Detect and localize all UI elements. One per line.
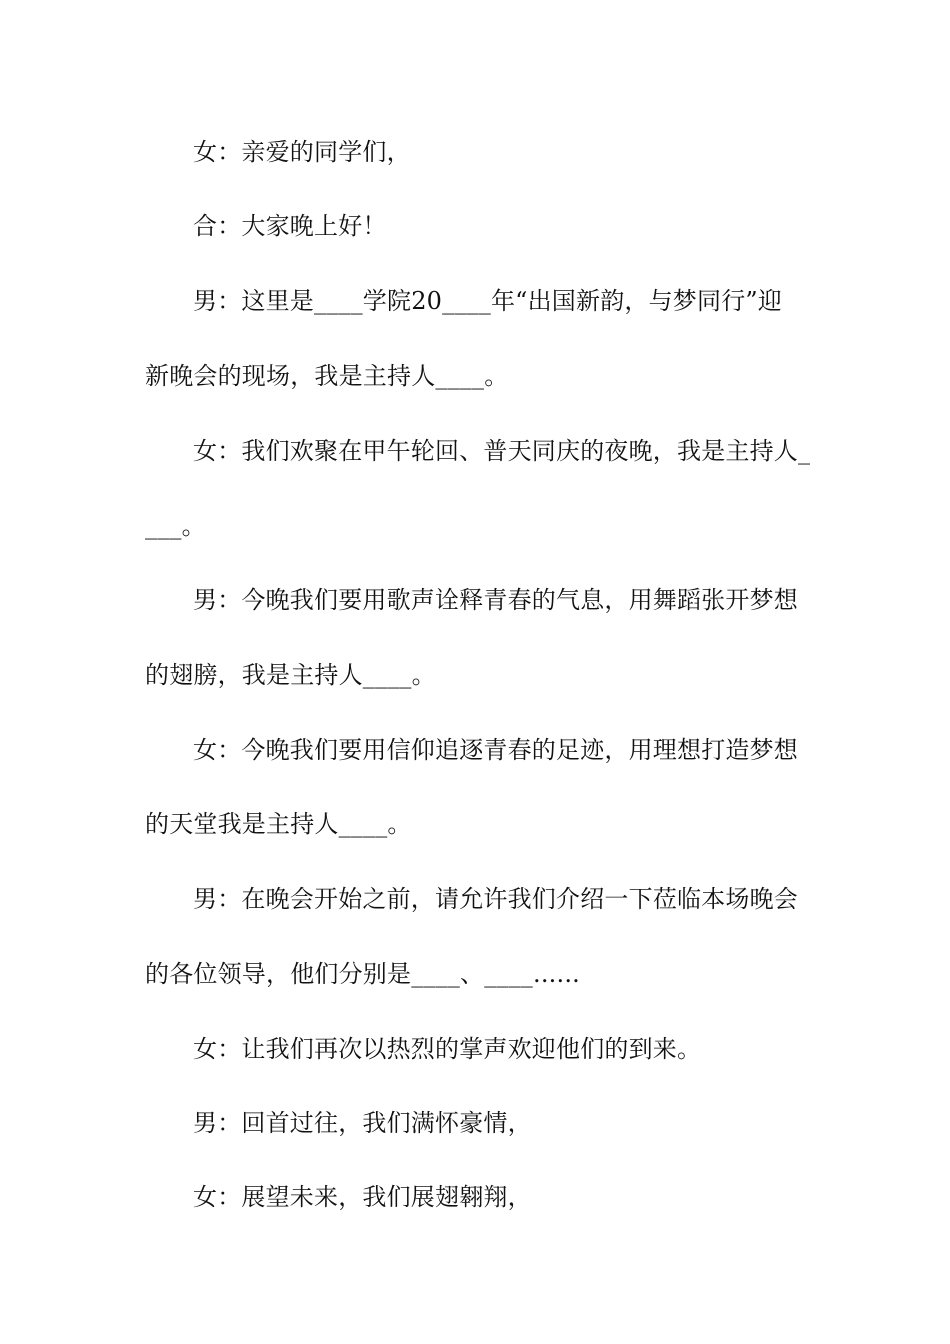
text-line: 女：展望未来，我们展翅翱翔， (193, 1183, 532, 1211)
text-line: 的翅膀，我是主持人____。 (145, 661, 436, 689)
text-line: 的各位领导，他们分别是____、____...... (145, 960, 580, 988)
text-line: 新晚会的现场，我是主持人____。 (145, 362, 509, 390)
text-line: 合：大家晚上好！ (193, 212, 387, 240)
text-line: 男：今晚我们要用歌声诠释青春的气息，用舞蹈张开梦想 (193, 586, 798, 614)
text-line: 女：亲爱的同学们， (193, 138, 411, 166)
text-line: 的天堂我是主持人____。 (145, 810, 412, 838)
text-line: 男：这里是____学院20____年“出国新韵，与梦同行”迎 (193, 287, 783, 315)
text-line: 女：今晚我们要用信仰追逐青春的足迹，用理想打造梦想 (193, 736, 798, 764)
text-line: 男：回首过往，我们满怀豪情， (193, 1109, 532, 1137)
text-line: 男：在晚会开始之前，请允许我们介绍一下莅临本场晚会 (193, 885, 798, 913)
text-line: 女：让我们再次以热烈的掌声欢迎他们的到来。 (193, 1035, 702, 1063)
text-line: 女：我们欢聚在甲午轮回、普天同庆的夜晚，我是主持人_ (193, 437, 811, 465)
text-line: ___。 (145, 512, 206, 540)
